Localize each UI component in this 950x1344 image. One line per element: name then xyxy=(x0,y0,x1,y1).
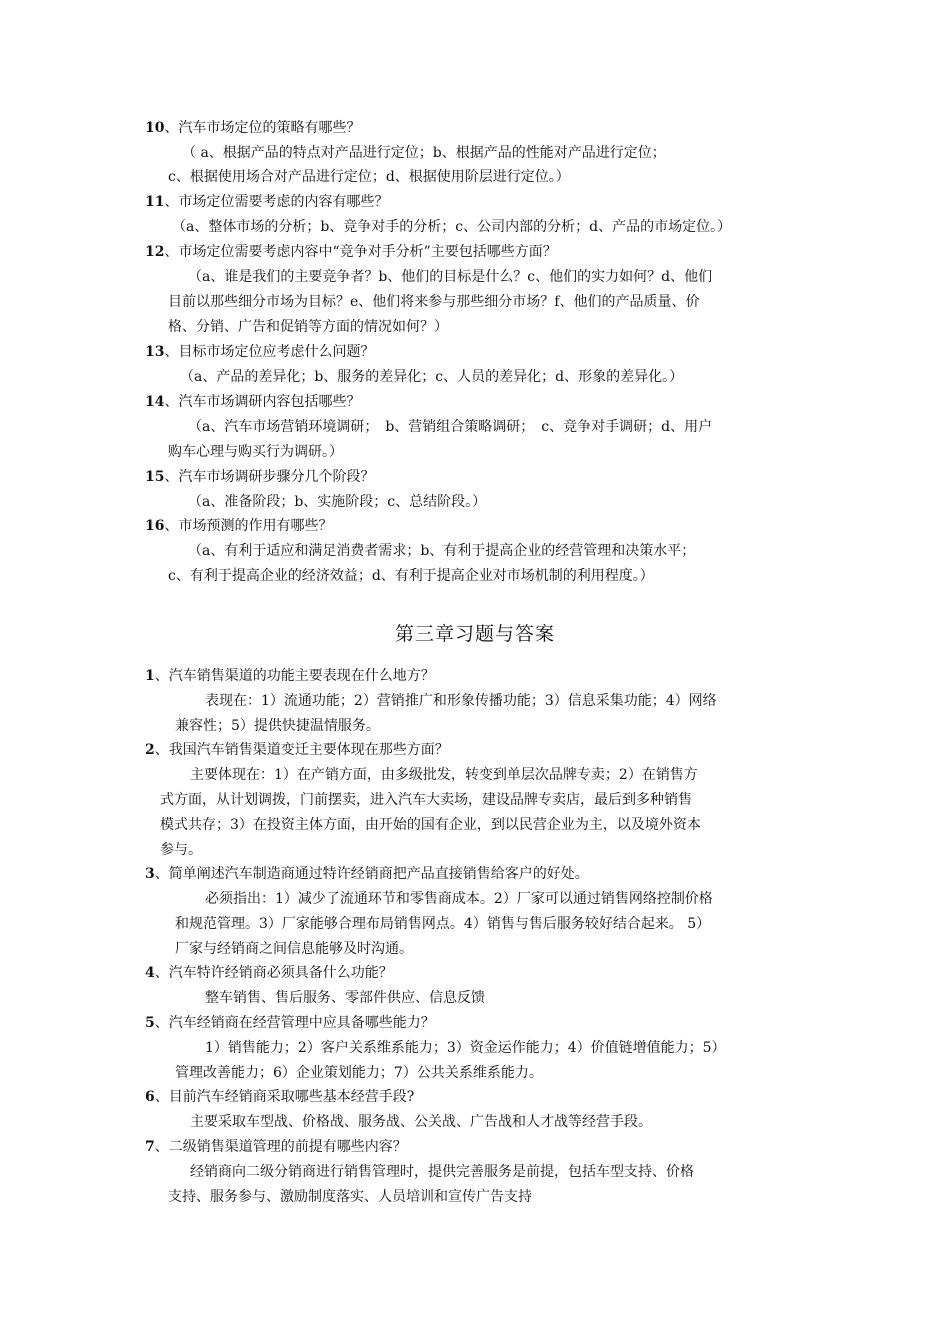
answer-line: 主要采取车型战、价格战、服务战、公关战、广告战和人才战等经营手段。 xyxy=(190,1114,652,1130)
answer-line: （a、产品的差异化；b、服务的差异化；c、人员的差异化；d、形象的差异化。） xyxy=(180,369,684,385)
question-text: 2、我国汽车销售渠道变迁主要体现在那些方面？ xyxy=(145,742,449,758)
answer-line: 主要体现在：1）在产销方面，由多级批发，转变到单层次品牌专卖；2）在销售方 xyxy=(190,767,698,783)
question-text: 11、市场定位需要考虑的内容有哪些？ xyxy=(145,194,389,210)
question-text: 3、简单阐述汽车制造商通过特许经销商把产品直接销售给客户的好处。 xyxy=(145,866,589,882)
answer-line: （a、谁是我们的主要竞争者？b、他们的目标是什么？c、他们的实力如何？d、他们 xyxy=(188,269,713,285)
answer-line: 必须指出：1）减少了流通环节和零售商成本。2）厂家可以通过销售网络控制价格 xyxy=(205,891,713,907)
answer-line: 整车销售、售后服务、零部件供应、信息反馈 xyxy=(205,990,485,1006)
question-text: 15、汽车市场调研步骤分几个阶段？ xyxy=(145,469,375,485)
answer-line: 和规范管理。3）厂家能够合理布局销售网点。4）销售与售后服务较好结合起来。 5） xyxy=(175,916,711,932)
answer-line: c、有利于提高企业的经济效益；d、有利于提高企业对市场机制的利用程度。） xyxy=(168,568,654,584)
question-text: 12、市场定位需要考虑内容中“竞争对手分析”主要包括哪些方面？ xyxy=(145,244,557,260)
answer-line: 格、分销、广告和促销等方面的情况如何？） xyxy=(168,319,448,335)
answer-line: 式方面，从计划调拨，门前摆卖，进入汽车大卖场，建设品牌专卖店，最后到多种销售 xyxy=(160,792,692,808)
answer-line: 管理改善能力；6）企业策划能力；7）公共关系维系能力。 xyxy=(175,1065,543,1081)
question-text: 7、二级销售渠道管理的前提有哪些内容？ xyxy=(145,1139,407,1155)
answer-line: （ a、根据产品的特点对产品进行定位；b、根据产品的性能对产品进行定位； xyxy=(182,145,666,161)
answer-line: 购车心理与购买行为调研。） xyxy=(168,444,343,460)
answer-line: （a、有利于适应和满足消费者需求；b、有利于提高企业的经营管理和决策水平； xyxy=(188,543,696,559)
question-text: 6、目前汽车经销商采取哪些基本经营手段? xyxy=(145,1089,415,1105)
question-text: 10、汽车市场定位的策略有哪些？ xyxy=(145,120,361,136)
question-text: 5、汽车经销商在经营管理中应具备哪些能力？ xyxy=(145,1015,435,1031)
chapter-title: 第三章习题与答案 xyxy=(394,623,555,645)
answer-line: 经销商向二级分销商进行销售管理时，提供完善服务是前提，包括车型支持、价格 xyxy=(190,1164,694,1180)
answer-line: 目前以那些细分市场为目标？e、他们将来参与那些细分市场？f、他们的产品质量、价 xyxy=(168,294,700,310)
answer-line: 模式共存；3）在投资主体方面，由开始的国有企业，到以民营企业为主，以及境外资本 xyxy=(160,817,701,833)
answer-line: （a、准备阶段；b、实施阶段；c、总结阶段。） xyxy=(188,494,487,510)
question-text: 16、市场预测的作用有哪些？ xyxy=(145,518,333,534)
answer-line: （a、整体市场的分析；b、竞争对手的分析；c、公司内部的分析；d、产品的市场定位。） xyxy=(172,219,732,235)
question-text: 1、汽车销售渠道的功能主要表现在什么地方？ xyxy=(145,668,435,684)
question-text: 4、汽车特许经销商必须具备什么功能？ xyxy=(145,965,393,981)
answer-line: 1）销售能力；2）客户关系维系能力；3）资金运作能力；4）价值链增值能力；5） xyxy=(205,1040,726,1056)
question-text: 13、目标市场定位应考虑什么问题？ xyxy=(145,344,375,360)
answer-line: 厂家与经销商之间信息能够及时沟通。 xyxy=(175,941,413,957)
answer-line: 兼容性；5）提供快捷温情服务。 xyxy=(175,718,380,734)
answer-line: （a、汽车市场营销环境调研； b、营销组合策略调研； c、竞争对手调研；d、用户 xyxy=(188,419,713,435)
answer-line: 参与。 xyxy=(160,842,202,858)
question-text: 14、汽车市场调研内容包括哪些？ xyxy=(145,394,361,410)
answer-line: c、根据使用场合对产品进行定位；d、根据使用阶层进行定位。） xyxy=(168,169,570,185)
answer-line: 支持、服务参与、激励制度落实、人员培训和宣传广告支持 xyxy=(168,1189,532,1205)
answer-line: 表现在：1）流通功能；2）营销推广和形象传播功能；3）信息采集功能；4）网络 xyxy=(205,693,717,709)
